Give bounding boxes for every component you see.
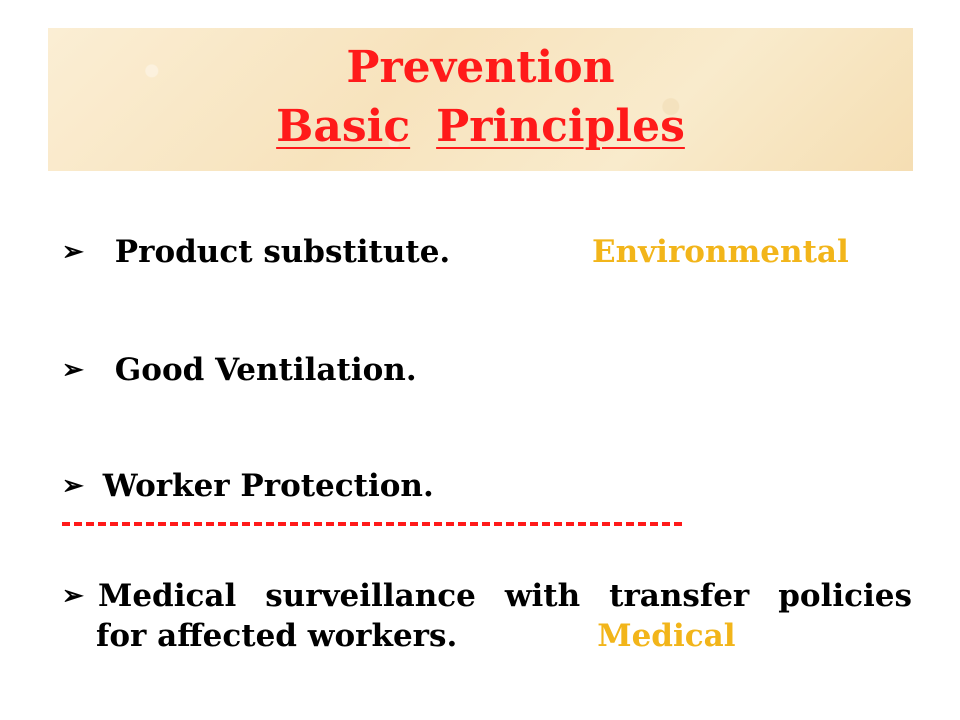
bullet-text: Worker Protection. xyxy=(102,468,434,504)
bullet-word: policies xyxy=(778,578,912,614)
bullet-word: with xyxy=(504,578,581,614)
subtitle-word-basic: Basic xyxy=(276,101,411,152)
environmental-label: Environmental xyxy=(592,234,849,270)
subtitle-word-principles: Principles xyxy=(436,101,685,152)
arrowhead-bullet-icon: ➢ xyxy=(62,581,84,611)
bullet-word: Medical xyxy=(98,578,237,614)
arrowhead-bullet-icon: ➢ xyxy=(62,355,84,385)
bullet-worker-protection xyxy=(62,468,434,504)
bullet-text: Good Ventilation. xyxy=(114,352,417,388)
bullet-word: transfer xyxy=(609,578,750,614)
bullet-product-substitute xyxy=(62,234,450,270)
slide-subtitle xyxy=(48,96,913,158)
bullet-text: Product substitute. xyxy=(114,234,451,270)
arrowhead-bullet-icon: ➢ xyxy=(62,471,84,501)
bullet-text: for affected workers. xyxy=(96,618,458,654)
slide-title: Prevention xyxy=(346,42,615,93)
bullet-medical-surveillance xyxy=(62,576,912,656)
medical-label: Medical xyxy=(597,618,736,654)
arrowhead-bullet-icon: ➢ xyxy=(62,237,84,267)
section-divider xyxy=(62,522,682,526)
title-banner xyxy=(48,28,913,171)
bullet-good-ventilation xyxy=(62,352,417,388)
bullet-text-line-1 xyxy=(62,576,912,616)
bullet-word: surveillance xyxy=(265,578,476,614)
bullet-text-line-2 xyxy=(62,616,912,656)
